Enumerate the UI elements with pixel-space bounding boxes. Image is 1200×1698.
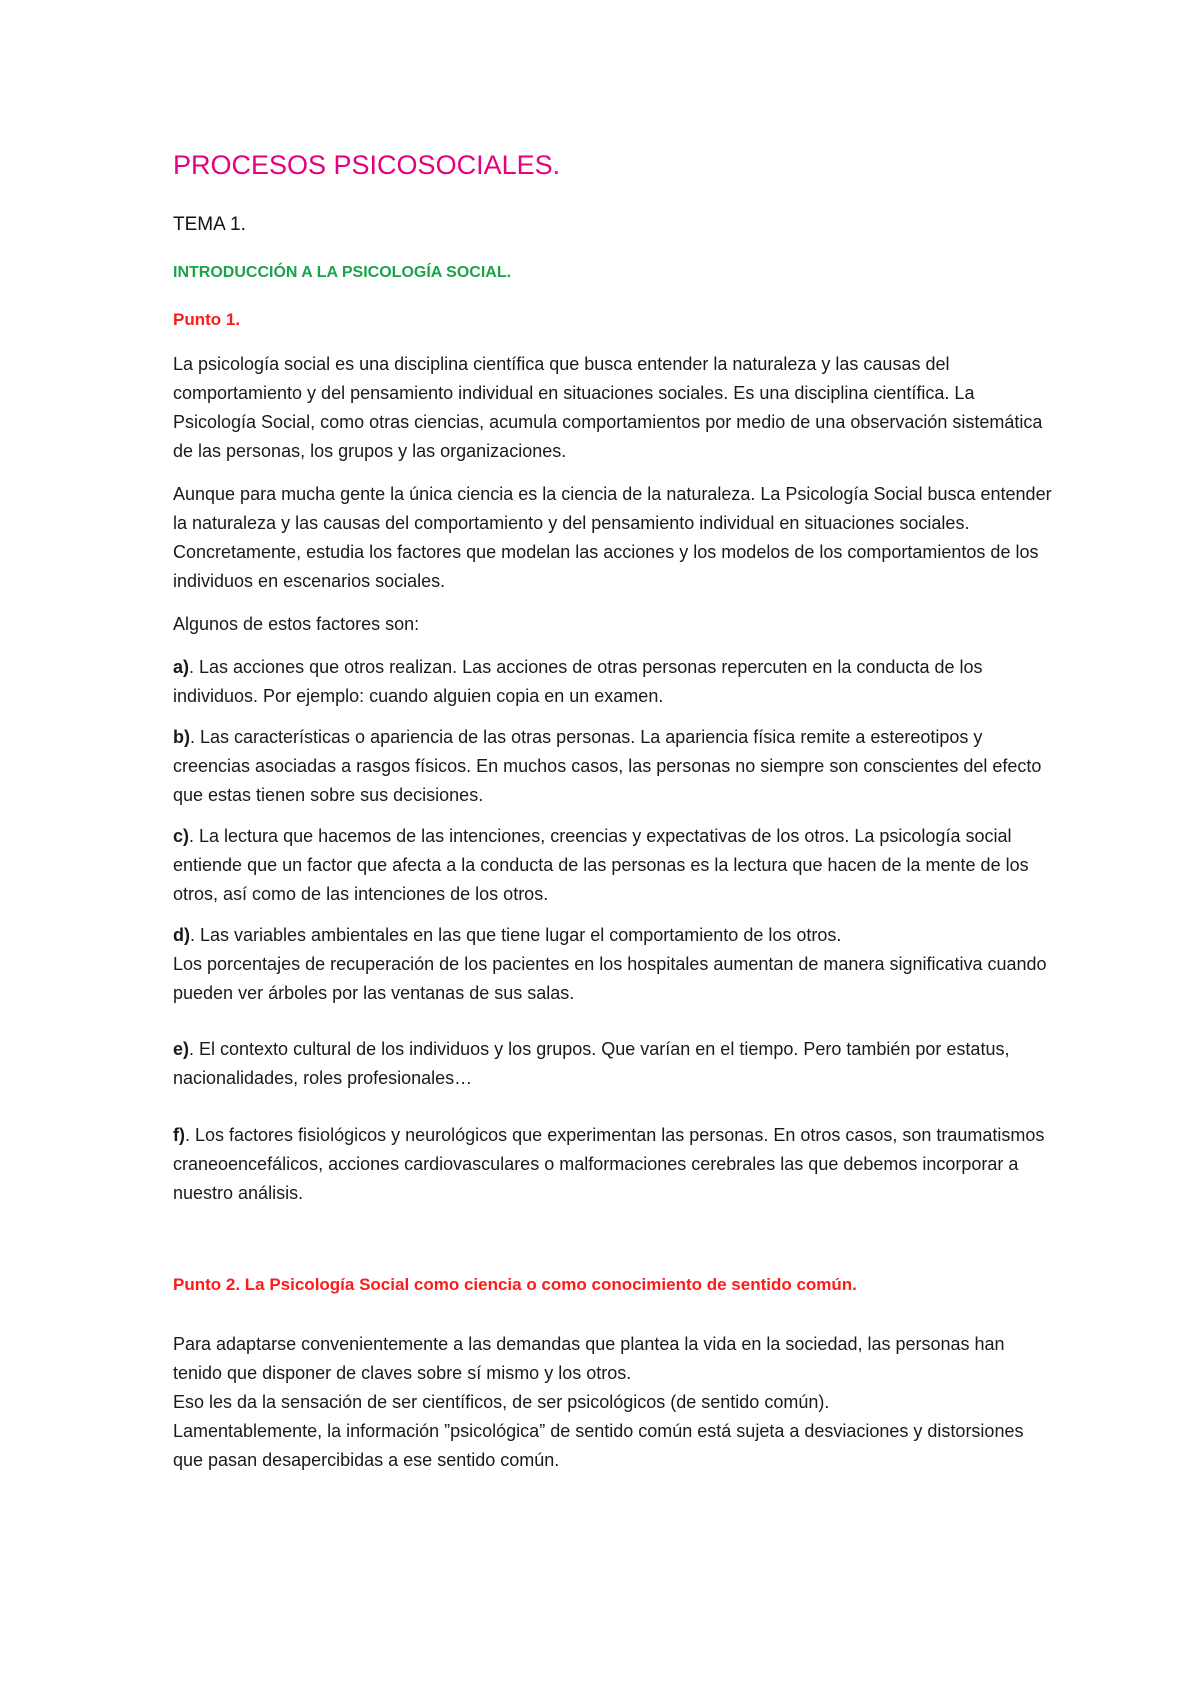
punto-2-heading: Punto 2. La Psicología Social como ciencia o como conocimiento de sentido común. [173,1275,857,1294]
factor-letter: b) [173,727,190,747]
paragraph-2: Aunque para mucha gente la única ciencia es la ciencia de la naturaleza. La Psicología Social busca entender la naturaleza y las causas del comportamiento y del pensamiento individual en situaciones sociales. Concretamente, estudia los factores que modelan las acciones y los modelos de los comportamientos de los individuos en escenarios sociales. [173,484,1052,591]
paragraph-4-line: Eso les da la sensación de ser científicos, de ser psicológicos (de sentido común). [173,1392,830,1412]
factor-text: . Los factores fisiológicos y neurológicos que experimentan las personas. En otros casos, son traumatismos craneoencefálicos, acciones cardiovasculares o malformaciones cerebrales las que debemos incorporar a nuestro análisis. [173,1125,1045,1203]
factor-d [173,921,1053,1008]
factor-letter: f) [173,1125,185,1145]
document-content [173,145,1053,1475]
factor-f [173,1121,1053,1208]
factor-text: . El contexto cultural de los individuos y los grupos. Que varían en el tiempo. Pero también por estatus, nacionalidades, roles profesionales… [173,1039,1010,1088]
factor-text: . La lectura que hacemos de las intenciones, creencias y expectativas de los otros. La psicología social entiende que un factor que afecta a la conducta de las personas es la lectura que hacen de la mente de los otros, así como de las intenciones de los otros. [173,826,1029,904]
section-subtitle: INTRODUCCIÓN A LA PSICOLOGÍA SOCIAL. [173,264,512,281]
document-title: PROCESOS PSICOSOCIALES. [173,150,561,180]
paragraph-1: La psicología social es una disciplina científica que busca entender la naturaleza y las causas del comportamiento y del pensamiento individual en situaciones sociales. Es una disciplina científica. La Psicología Social, como otras ciencias, acumula comportamientos por medio de una observación sistemática de las personas, los grupos y las organizaciones. [173,354,1043,461]
factor-letter: d) [173,925,190,945]
factor-text: . Las variables ambientales en las que tiene lugar el comportamiento de los otros. [190,925,842,945]
tema-heading: TEMA 1. [173,214,246,235]
factor-letter: a) [173,657,190,677]
factor-letter: e) [173,1039,190,1059]
punto-1-heading: Punto 1. [173,310,241,329]
factor-text: . Las características o apariencia de las otras personas. La apariencia física remite a estereotipos y creencias asociadas a rasgos físicos. En muchos casos, las personas no siempre son conscientes del efecto que estas tienen sobre sus decisiones. [173,727,1042,805]
factor-letter: c) [173,826,190,846]
paragraph-4-line: Lamentablemente, la información ”psicológica” de sentido común está sujeta a desviaciones y distorsiones que pasan desapercibidas a ese sentido común. [173,1421,1024,1470]
factor-c [173,822,1053,909]
paragraph-3: Algunos de estos factores son: [173,614,420,634]
paragraph-4-line: Para adaptarse convenientemente a las demandas que plantea la vida en la sociedad, las personas han tenido que disponer de claves sobre sí mismo y los otros. [173,1334,1005,1383]
factor-b [173,723,1053,810]
factor-a [173,653,1053,711]
factor-e [173,1035,1053,1093]
factor-text-continued: Los porcentajes de recuperación de los pacientes en los hospitales aumentan de manera significativa cuando pueden ver árboles por las ventanas de sus salas. [173,954,1047,1003]
paragraph-4 [173,1330,1053,1475]
factor-text: . Las acciones que otros realizan. Las acciones de otras personas repercuten en la conducta de los individuos. Por ejemplo: cuando alguien copia en un examen. [173,657,983,706]
